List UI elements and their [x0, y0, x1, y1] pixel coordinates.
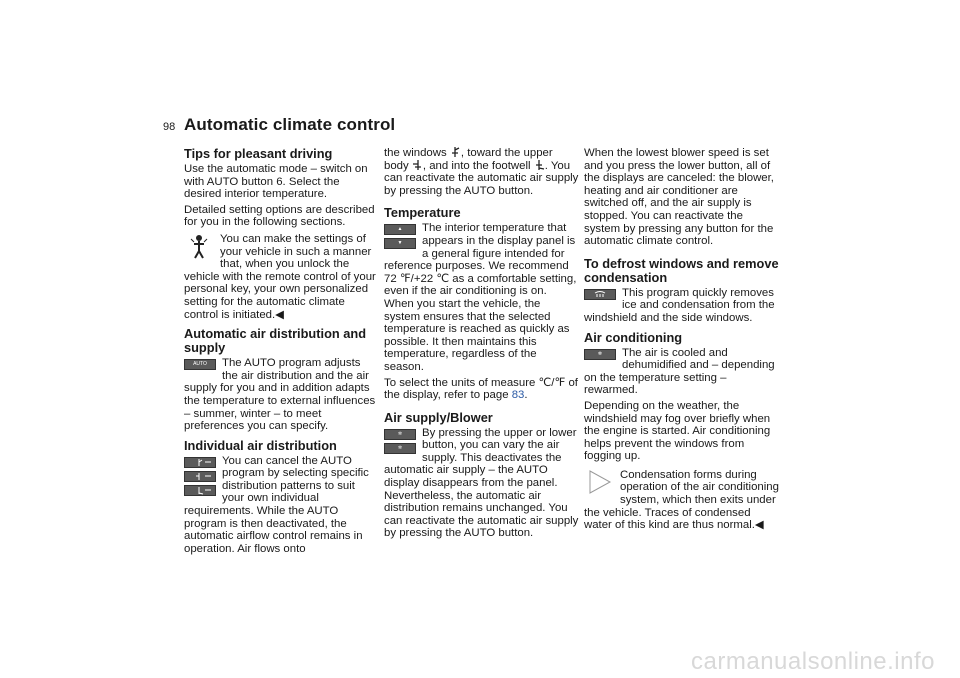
heading-auto-distribution: Automatic air distribution and supply	[184, 326, 367, 356]
column-3	[584, 147, 779, 532]
continuation-text-d: . You can reactivate the automatic air supply by pressing the AUTO button.	[384, 159, 579, 197]
ac-note: Condensation forms during operation of the air conditioning system, which then exits under the vehicle. Traces of condensed water of this kind are thus normal.◀	[584, 468, 779, 532]
windows-airflow-button-icon	[184, 457, 216, 468]
upper-body-airflow-button-icon	[184, 471, 216, 482]
ac-paragraph-2: Depending on the weather, the windshield may fog over briefly when the engine is started. Air conditioning helps prevent the windows from fogging up.	[584, 399, 771, 463]
units-text: To select the units of measure ℃/℉ of the display, refer to page	[384, 376, 578, 402]
tips-note: You can make the settings of your vehicle in such a manner that, when you unlock the vehicle with the remote control of your personal key, your own personalized setting for the automatic climate control is initiated.◀	[184, 232, 376, 321]
ac-paragraph-1: The air is cooled and dehumidified and – depending on the temperature setting – rewarmed.	[584, 346, 775, 397]
tips-paragraph-1: Use the automatic mode – switch on with AUTO button 6. Select the desired interior temperature.	[184, 163, 368, 201]
watermark: carmanualsonline.info	[691, 648, 935, 675]
heading-temperature: Temperature	[384, 205, 461, 221]
temperature-down-button-icon: ▼	[384, 238, 416, 249]
blower-down-button-icon: ✲	[384, 443, 416, 454]
blower-paragraph: By pressing the upper or lower button, you can vary the air supply. This deactivates the automatic air supply – the AUTO display disappears from the panel. Nevertheless, the automatic air distribution remains unchanged. You can reactivate the automatic air supply by pressing the AUTO button.	[384, 426, 579, 540]
defrost-paragraph: This program quickly removes ice and condensation from the windshield and the side windows.	[584, 286, 775, 324]
air-conditioning-button-icon: ❄	[584, 349, 616, 360]
continuation-text-c: , and into the footwell	[422, 159, 531, 172]
column-1	[184, 147, 379, 555]
blower-up-button-icon: ✲	[384, 429, 416, 440]
individual-paragraph: You can cancel the AUTO program by selecting specific distribution patterns to suit your own individual requirements. While the AUTO program is then deactivated, the automatic airflow control remains in operation. Air flows onto	[184, 454, 369, 555]
column-2	[384, 147, 579, 540]
defrost-button-icon	[584, 289, 616, 300]
windows-airflow-icon	[450, 147, 461, 157]
page-number: 98	[163, 121, 176, 133]
page-reference-link[interactable]: 83	[511, 389, 525, 402]
units-text-end: .	[524, 389, 528, 402]
heading-individual-distribution: Individual air distribution	[184, 437, 337, 453]
heading-defrost: To defrost windows and remove condensation	[584, 255, 779, 285]
temperature-paragraph: The interior temperature that appears in the display panel is a general figure intended for reference purposes. We recommend 72 ℉/+22 ℃ as a comfortable setting, even if the air conditioning is on. When you start the vehicle, the system ensures that the selected temperature is reached as quickly as possible. It then maintains this temperature, regardless of the season.	[384, 222, 577, 373]
lowest-speed-paragraph: When the lowest blower speed is set and you press the lower button, all of the displays are canceled: the blower, heating and air conditioner are switched off, and the air supply is stopped. You can reactivate the system by pressing any button for the automatic climate control.	[584, 147, 774, 248]
footwell-airflow-button-icon	[184, 485, 216, 496]
airflow-continuation	[384, 147, 579, 197]
tips-paragraph-2: Detailed setting options are described for you in the following sections.	[184, 203, 375, 229]
units-paragraph	[384, 377, 579, 402]
auto-paragraph: The AUTO program adjusts the air distribution and the air supply for you and in addition adapts the temperature to external influences – summer, winter – to meet preferences you can specify.	[184, 357, 376, 433]
continuation-text-b: , toward the upper body	[384, 147, 553, 172]
continuation-text-a: the windows	[384, 147, 447, 159]
page-title: Automatic climate control	[184, 115, 396, 134]
heading-tips: Tips for pleasant driving	[184, 146, 333, 161]
heading-air-conditioning: Air conditioning	[584, 329, 683, 345]
note-triangle-icon	[584, 469, 614, 495]
upper-body-airflow-icon	[412, 160, 423, 170]
auto-button-icon: AUTO	[184, 359, 216, 370]
heading-blower: Air supply/Blower	[384, 409, 493, 425]
personal-key-note-icon	[184, 233, 214, 259]
footwell-airflow-icon	[534, 160, 545, 170]
temperature-up-button-icon: ▲	[384, 224, 416, 235]
